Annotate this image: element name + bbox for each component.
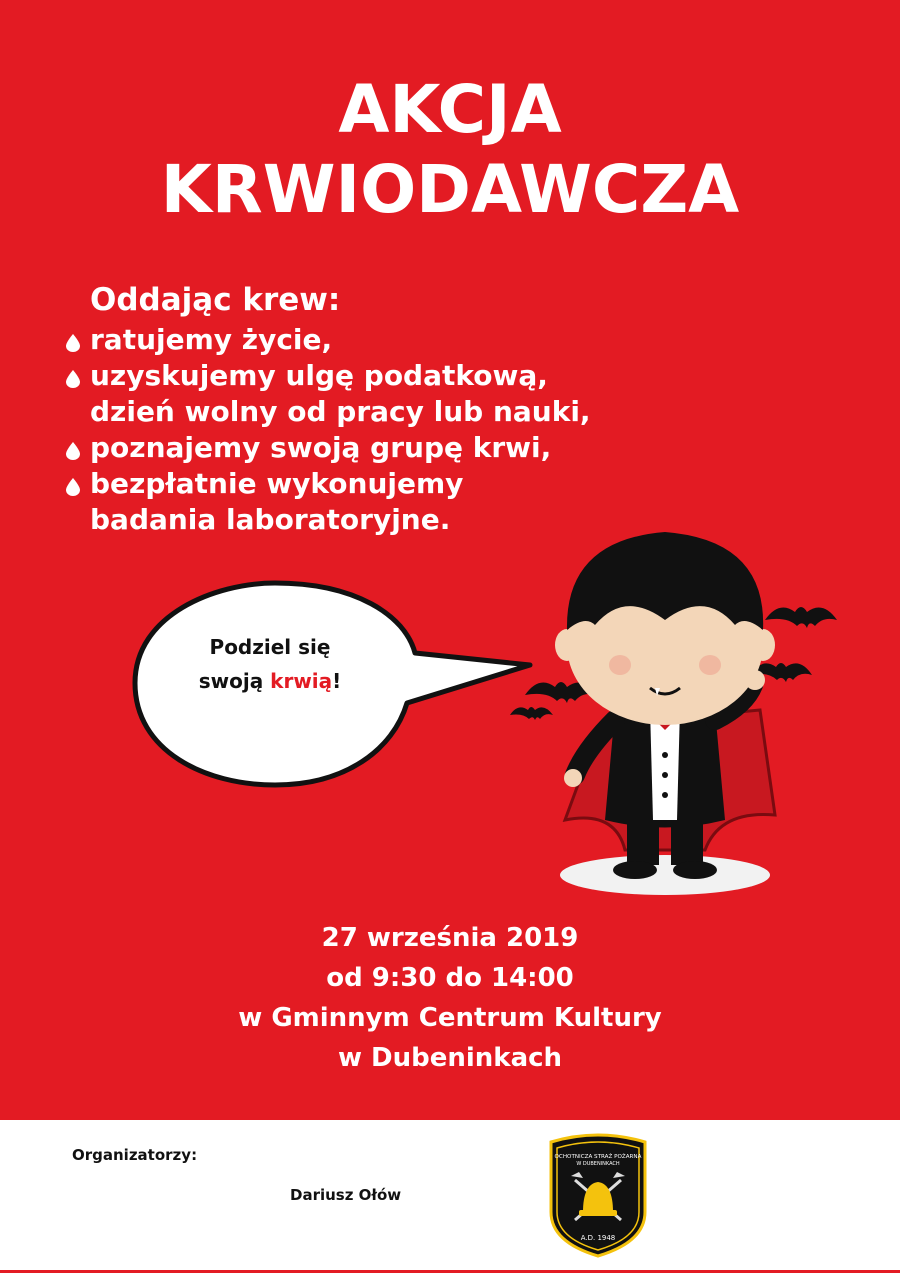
organizers-label: Organizatorzy: bbox=[72, 1146, 198, 1164]
benefit-text: bezpłatnie wykonujemy bbox=[90, 467, 464, 500]
blood-drop-icon bbox=[66, 334, 80, 352]
benefit-text: dzień wolny od pracy lub nauki, bbox=[90, 395, 591, 428]
footer bbox=[0, 1120, 900, 1273]
benefit-item bbox=[62, 466, 591, 502]
bat-icon bbox=[510, 707, 553, 720]
organizer-name: Dariusz Ołów bbox=[290, 1186, 402, 1204]
bubble-line-1: Podziel się bbox=[209, 635, 331, 659]
event-time: od 9:30 do 14:00 bbox=[326, 963, 574, 993]
blood-drop-icon bbox=[66, 478, 80, 496]
benefit-text: uzyskujemy ulgę podatkową, bbox=[90, 359, 548, 392]
badge-year: A.D. 1948 bbox=[580, 1234, 616, 1242]
title-line-1: AKCJA bbox=[338, 71, 562, 148]
event-place-line-1: w Gminnym Centrum Kultury bbox=[238, 1003, 662, 1033]
bubble-line-2-prefix: swoją bbox=[198, 669, 271, 693]
badge-sub-text: W DUBENINKACH bbox=[576, 1161, 620, 1167]
benefits-heading: Oddając krew: bbox=[90, 282, 341, 318]
event-place-line-2: w Dubeninkach bbox=[337, 1043, 563, 1073]
blood-drop-icon bbox=[66, 370, 80, 388]
fire-brigade-emblem bbox=[545, 1132, 651, 1258]
blood-drop-icon bbox=[66, 442, 80, 460]
benefit-text: ratujemy życie, bbox=[90, 323, 333, 356]
benefit-item bbox=[62, 322, 591, 358]
event-date: 27 września 2019 bbox=[321, 923, 579, 953]
bubble-highlight: krwią bbox=[270, 669, 333, 693]
benefit-text: badania laboratoryjne. bbox=[90, 503, 451, 536]
benefit-text: poznajemy swoją grupę krwi, bbox=[90, 431, 552, 464]
bubble-text bbox=[160, 630, 380, 698]
benefit-item-continued bbox=[62, 394, 591, 430]
vampire-illustration bbox=[505, 520, 845, 900]
benefits-list bbox=[62, 282, 591, 538]
benefit-item bbox=[62, 430, 591, 466]
bubble-line-2 bbox=[160, 664, 380, 698]
event-details bbox=[0, 918, 900, 1078]
badge-top-text: OCHOTNICZA STRAŻ POŻARNA bbox=[554, 1154, 642, 1160]
bat-icon bbox=[765, 607, 837, 628]
benefit-item bbox=[62, 358, 591, 394]
floor-shadow bbox=[560, 855, 770, 895]
bubble-line-2-suffix: ! bbox=[332, 669, 342, 693]
title-line-2: KRWIODAWCZA bbox=[160, 151, 740, 228]
